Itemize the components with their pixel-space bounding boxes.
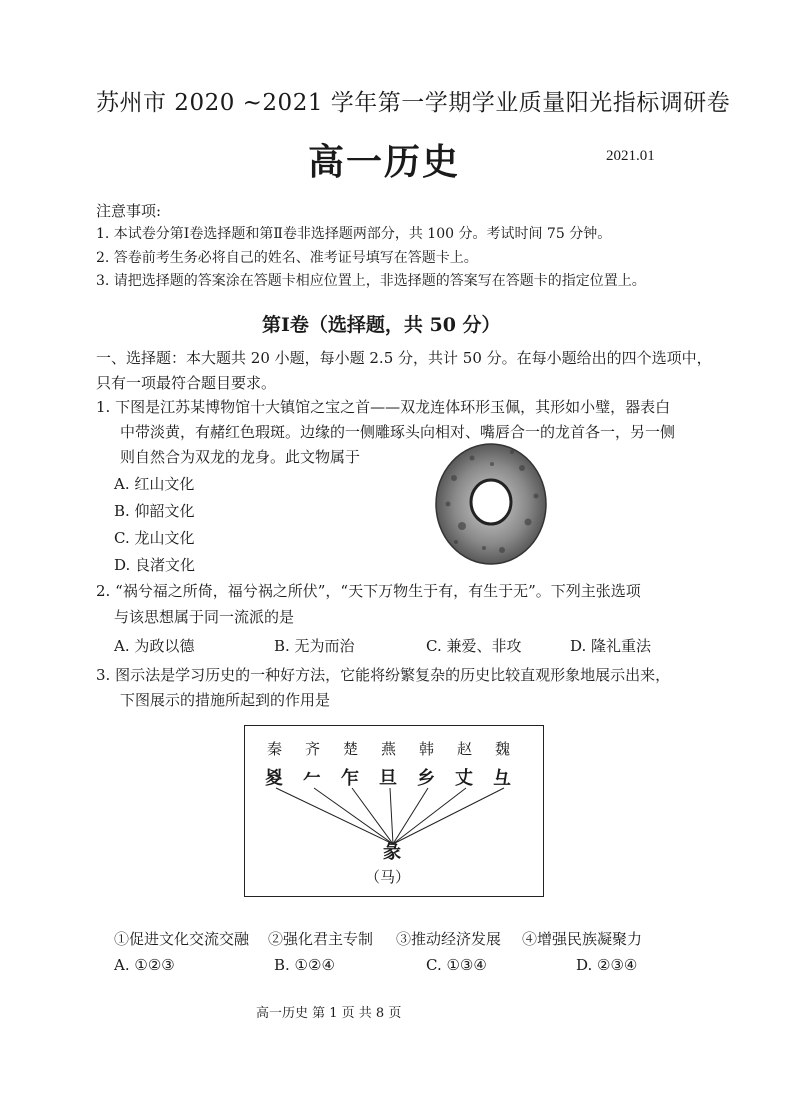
q2-stem-line1: 2. “祸兮福之所倚，福兮祸之所伏”，“天下万物生于有，有生于无”。下列主张选项 [96,582,641,600]
q1-stem-line3: 则自然合为双龙的龙身。此文物属于 [120,448,361,466]
exam-title: 苏州市 2020 ~2021 学年第一学期学业质量阳光指标调研卷 [96,90,731,116]
ancient-script-glyph: 丈 [455,768,473,789]
exam-date: 2021.01 [606,148,655,164]
unified-script-label: （马） [365,868,411,886]
q3-option-a: A. ①②③ [114,956,175,974]
q3-option-d: D. ②③④ [576,956,638,974]
q1-stem-line2: 中带淡黄，有赭红色瑕斑。边缘的一侧雕琢头向相对、嘴唇合一的龙首各一，另一侧 [120,423,676,441]
state-label: 赵 [457,740,473,758]
q1-option-d: D. 良渚文化 [114,556,196,574]
jade-pendant-image [432,438,550,570]
notes-heading: 注意事项: [96,202,162,220]
part1-instruction: 一、选择题：本大题共 20 小题，每小题 2.5 分，共计 50 分。在每小题给出的四个选项中， [96,349,712,367]
q1-option-a: A. 红山文化 [114,475,195,493]
q1-option-c: C. 龙山文化 [114,529,195,547]
q2-option-c: C. 兼爱、非攻 [426,637,522,655]
q3-option-c: C. ①③④ [426,956,487,974]
q3-stem-line2: 下图展示的措施所起到的作用是 [120,691,331,709]
unified-script-glyph: 彖 [383,842,401,863]
q1-stem-line1: 1. 下图是江苏某博物馆十大镇馆之宝之首——双龙连体环形玉佩，其形如小璧，器表白 [96,398,671,416]
q3-statement-3: ③推动经济发展 [396,930,502,948]
ancient-script-glyph: 乡 [417,768,435,789]
q2-option-d: D. 隆礼重法 [570,637,652,655]
ancient-script-glyph: 彑 [493,768,511,789]
state-label: 韩 [419,740,435,758]
q2-stem-line2: 与该思想属于同一流派的是 [114,608,295,626]
q1-option-b: B. 仰韶文化 [114,502,195,520]
state-label: 秦 [267,740,283,758]
note-item: 2. 答卷前考生务必将自己的姓名、准考证号填写在答题卡上。 [96,250,478,266]
q3-statement-2: ②强化君主专制 [268,930,374,948]
page-footer: 高一历史 第 1 页 共 8 页 [256,1006,402,1021]
script-unification-diagram [244,725,544,897]
ancient-script-glyph: 㚇 [265,768,283,789]
q2-option-a: A. 为政以德 [114,637,195,655]
part1-heading: 第Ⅰ卷（选择题，共 50 分） [262,314,501,336]
state-label: 楚 [343,740,359,758]
note-item: 1. 本试卷分第Ⅰ卷选择题和第Ⅱ卷非选择题两部分，共 100 分。考试时间 75 分钟。 [96,226,612,242]
q2-option-b: B. 无为而治 [274,637,355,655]
q3-option-b: B. ①②④ [274,956,335,974]
state-label: 燕 [381,740,397,758]
note-item: 3. 请把选择题的答案涂在答题卡相应位置上，非选择题的答案写在答题卡的指定位置上。 [96,273,646,289]
part1-instruction-cont: 只有一项最符合题目要求。 [96,374,277,392]
q3-stem-line1: 3. 图示法是学习历史的一种好方法，它能将纷繁复杂的历史比较直观形象地展示出来， [96,666,671,684]
ancient-script-glyph: 乍 [341,768,359,789]
state-label: 齐 [305,740,321,758]
subject-title: 高一历史 [308,141,461,183]
q3-statement-4: ④增强民族凝聚力 [522,930,643,948]
ancient-script-glyph: 旦 [379,768,397,789]
ancient-script-glyph: 𠂉 [303,768,321,789]
q3-statement-1: ①促进文化交流交融 [114,930,250,948]
state-label: 魏 [495,740,511,758]
